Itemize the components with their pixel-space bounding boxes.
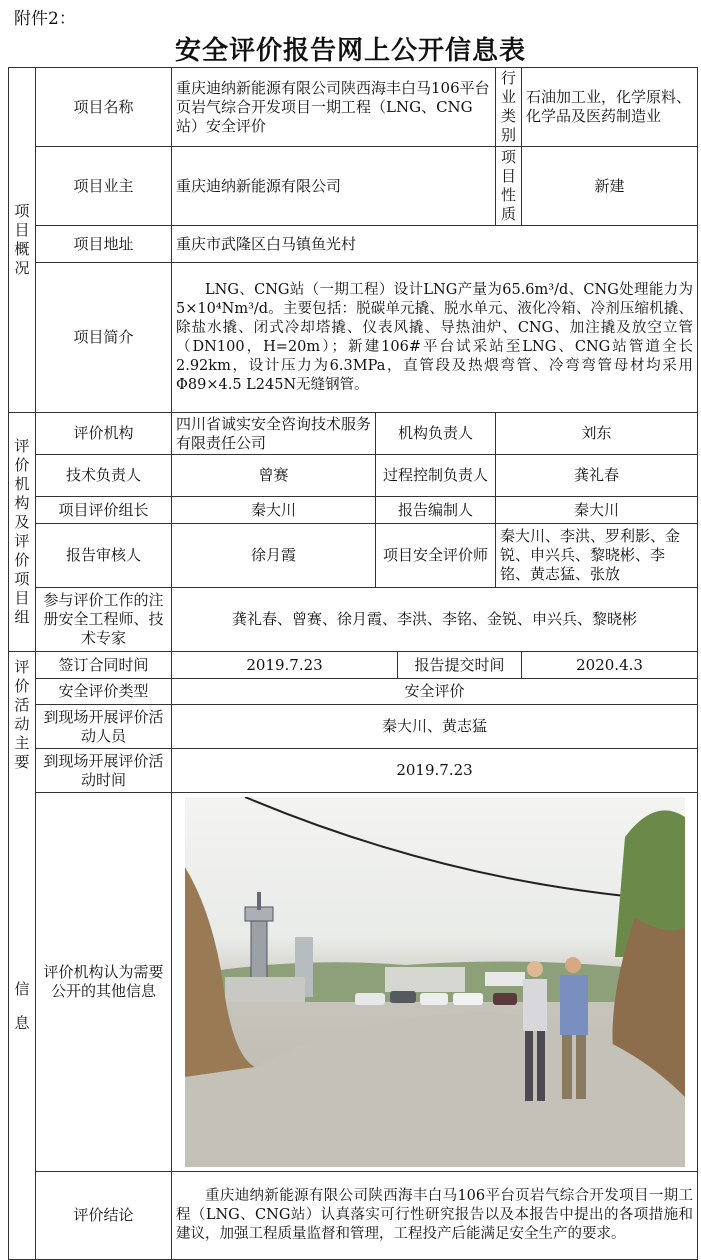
industry-label: 行业类别	[496, 68, 522, 147]
project-name-value: 重庆迪纳新能源有限公司陕西海丰白马106平台页岩气综合开发项目一期工程（LNG、CNG站）安全评价	[172, 68, 496, 147]
eval-type-label: 安全评价类型	[36, 679, 172, 705]
project-name-label: 项目名称	[36, 68, 172, 147]
site-photo	[185, 797, 685, 1167]
submit-time-value: 2020.4.3	[522, 652, 698, 679]
author-label: 报告编制人	[376, 497, 496, 524]
experts-label: 参与评价工作的注册安全工程师、技术专家	[36, 588, 172, 652]
author-value: 秦大川	[496, 497, 698, 524]
contract-time-label: 签订合同时间	[36, 652, 172, 679]
agency-label: 评价机构	[36, 413, 172, 455]
site-photo-svg	[185, 797, 685, 1167]
section-overview: 项目概况	[9, 68, 36, 413]
conclusion-value: 重庆迪纳新能源有限公司陕西海丰白马106平台页岩气综合开发项目一期工程（LNG、CNG站）认真落实可行性研究报告以及本报告中提出的各项措施和建议，加强工程质量监督和管理，工程投产后能满足安全生产的要求。	[172, 1172, 698, 1260]
industry-value: 石油加工业，化学原料、化学品及医药制造业	[522, 68, 698, 147]
summary-label: 项目简介	[36, 263, 172, 413]
page-title: 安全评价报告网上公开信息表	[174, 36, 526, 66]
tech-head-value: 曾赛	[172, 455, 376, 497]
reviewer-label: 报告审核人	[36, 524, 172, 588]
address-label: 项目地址	[36, 226, 172, 263]
agency-head-label: 机构负责人	[376, 413, 496, 455]
onsite-time-value: 2019.7.23	[172, 749, 698, 793]
agency-value: 四川省诚实安全咨询技术服务有限责任公司	[172, 413, 376, 455]
tech-head-label: 技术负责人	[36, 455, 172, 497]
nature-value: 新建	[522, 147, 698, 226]
owner-value: 重庆迪纳新能源有限公司	[172, 147, 496, 226]
section-activity: 评价活动主要 信息	[9, 652, 36, 1260]
photo-cell	[172, 793, 698, 1172]
experts-value: 龚礼春、曾赛、徐月霞、李洪、李铭、金锐、申兴兵、黎晓彬	[172, 588, 698, 652]
onsite-time-label: 到现场开展评价活动时间	[36, 749, 172, 793]
onsite-people-label: 到现场开展评价活动人员	[36, 705, 172, 749]
owner-label: 项目业主	[36, 147, 172, 226]
info-table	[8, 67, 698, 1260]
address-value: 重庆市武隆区白马镇鱼光村	[172, 226, 698, 263]
leader-value: 秦大川	[172, 497, 376, 524]
evaluator-label: 项目安全评价师	[376, 524, 496, 588]
process-head-label: 过程控制负责人	[376, 455, 496, 497]
onsite-people-value: 秦大川、黄志猛	[172, 705, 698, 749]
conclusion-label: 评价结论	[36, 1172, 172, 1260]
eval-type-value: 安全评价	[172, 679, 698, 705]
section-org: 评价机构及评价项目组	[9, 413, 36, 652]
process-head-value: 龚礼春	[496, 455, 698, 497]
evaluator-value: 秦大川、李洪、罗利影、金锐、申兴兵、黎晓彬、李铭、黄志猛、张放	[496, 524, 698, 588]
summary-value: LNG、CNG站（一期工程）设计LNG产量为65.6m³/d、CNG处理能力为5×10⁴Nm³/d。主要包括：脱碳单元撬、脱水单元、液化冷箱、冷剂压缩机撬、除盐水撬、闭式冷却塔撬、仪表风撬、导热油炉、CNG、加注撬及放空立管（DN100，H=20m）；新建106#平台试采站至LNG、CNG站管道全长2.92km，设计压力为6.3MPa，直管段及热煨弯管、冷弯弯管母材均采用Φ89×4.5 L245N无缝钢管。	[172, 263, 698, 413]
nature-label: 项目性质	[496, 147, 522, 226]
agency-head-value: 刘东	[496, 413, 698, 455]
submit-time-label: 报告提交时间	[398, 652, 522, 679]
contract-time-value: 2019.7.23	[172, 652, 398, 679]
other-info-label: 评价机构认为需要公开的其他信息	[36, 793, 172, 1172]
annex-label: 附件2：	[14, 9, 76, 29]
reviewer-value: 徐月霞	[172, 524, 376, 588]
leader-label: 项目评价组长	[36, 497, 172, 524]
